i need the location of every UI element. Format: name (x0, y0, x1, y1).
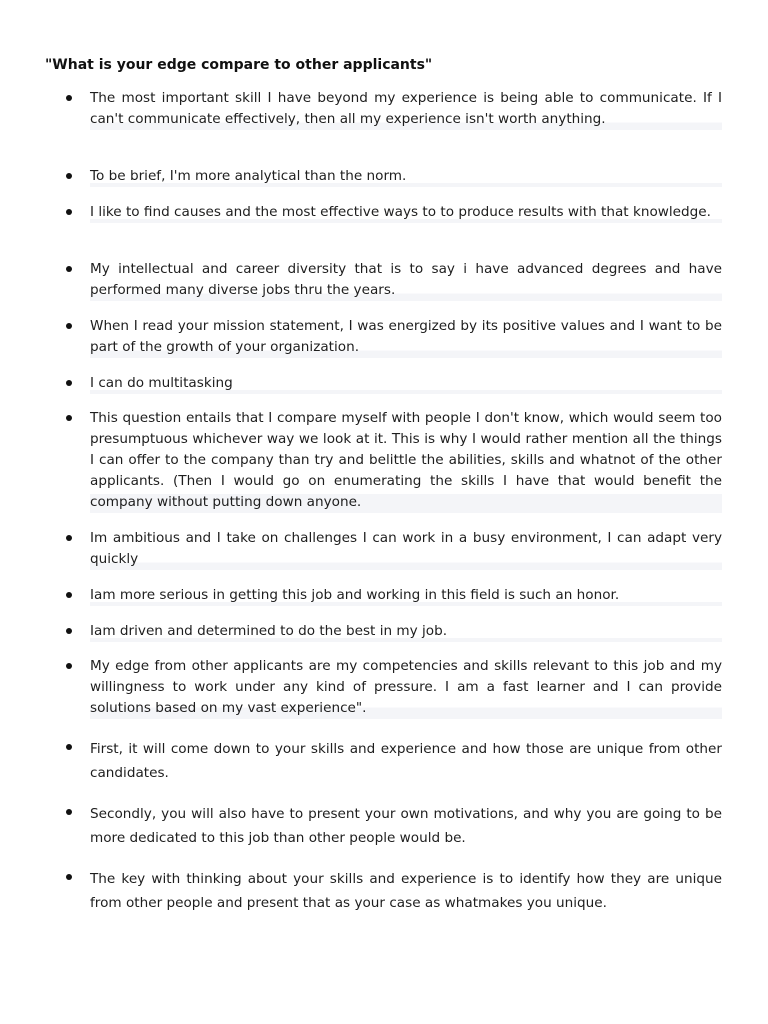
bullet-point-icon (66, 95, 72, 101)
bullet-point-icon (66, 380, 72, 386)
bullet-text: First, it will come down to your skills and experience and how those are unique from other candidates. (90, 737, 722, 785)
bullet-point-icon (66, 415, 72, 421)
bullet-point-icon (66, 592, 72, 598)
bullet-text: This question entails that I compare myself with people I don't know, which would seem too presumptuous whichever way we look at it. This is why I would rather mention all the things I can offer to the company than try and belittle the abilities, skills and whatnot of the other applicants. (Then I would go on enumerating the skills I have that would benefit the company without putting down anyone. (90, 408, 722, 513)
bullet-point-icon (66, 209, 72, 215)
bullet-text: The most important skill I have beyond my experience is being able to communicate. If I can't communicate effectively, then all my experience isn't worth anything. (90, 88, 722, 130)
bullet-text: I like to find causes and the most effective ways to to produce results with that knowledge. (90, 202, 722, 223)
bullet-point-icon (66, 744, 72, 750)
bullet-point-icon (66, 266, 72, 272)
bullet-point-icon (66, 663, 72, 669)
bullet-point-icon (66, 535, 72, 541)
bullet-text: Iam driven and determined to do the best in my job. (90, 621, 722, 642)
bullet-text: Im ambitious and I take on challenges I can work in a busy environment, I can adapt very quickly (90, 528, 722, 570)
bullet-text: I can do multitasking (90, 373, 722, 394)
bullet-point-icon (66, 323, 72, 329)
bullet-text: When I read your mission statement, I was energized by its positive values and I want to be part of the growth of your organization. (90, 316, 722, 358)
bullet-text: Iam more serious in getting this job and working in this field is such an honor. (90, 585, 722, 606)
bullet-text: My edge from other applicants are my competencies and skills relevant to this job and my willingness to work under any kind of pressure. I am a fast learner and I can provide solutions based on my vast experience". (90, 656, 722, 719)
bullet-text: My intellectual and career diversity that is to say i have advanced degrees and have performed many diverse jobs thru the years. (90, 259, 722, 301)
bullet-point-icon (66, 173, 72, 179)
bullet-point-icon (66, 874, 72, 880)
bullet-point-icon (66, 809, 72, 815)
bullet-point-icon (66, 628, 72, 634)
bullet-text: Secondly, you will also have to present your own motivations, and why you are going to be more dedicated to this job than other people would be. (90, 802, 722, 850)
bullet-text: To be brief, I'm more analytical than the norm. (90, 166, 722, 187)
bullet-text: The key with thinking about your skills and experience is to identify how they are unique from other people and present that as your case as whatmakes you unique. (90, 867, 722, 915)
document-title: "What is your edge compare to other applicants" (45, 57, 433, 73)
